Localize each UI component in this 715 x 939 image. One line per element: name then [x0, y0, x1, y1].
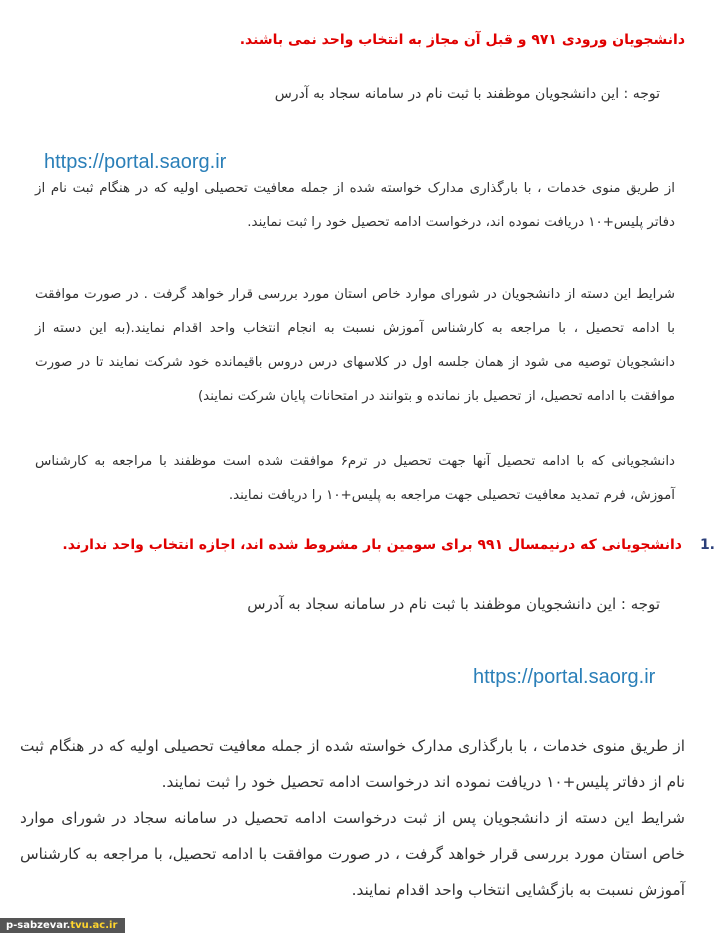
section2-paragraph-1: از طریق منوی خدمات ، با بارگذاری مدارک خواسته شده از جمله معافیت تحصیلی اولیه که در هنگام ثبت نام از دفاتر پلیس+۱۰ دریافت نموده اند درخواست ادامه تحصیل خود را ثبت نمایند. [20, 737, 685, 791]
section1-paragraph-3: دانشجویانی که با ادامه تحصیل آنها جهت تحصیل در ترم۶ موافقت شده است موظفند با مراجعه به کارشناس آموزش، فرم تمدید معافیت تحصیلی جهت مراجعه به پلیس+۱۰ را دریافت نمایند. [35, 454, 675, 503]
section2-list-number: 1. [699, 537, 715, 553]
section2-paragraph-2: شرایط این دسته از دانشجویان پس از ثبت درخواست ادامه تحصیل در سامانه سجاد در شورای موارد خاص استان مورد بررسی قرار خواهد گرفت ، در صورت موافقت با ادامه تحصیل، با مراجعه به کارشناس آموزش نسبت به بازگشایی انتخاب واحد اقدام نمایند. [20, 809, 685, 899]
section1-note: توجه : این دانشجویان موظفند با ثبت نام در سامانه سجاد به آدرس [274, 86, 660, 102]
section2-heading-row [10, 537, 715, 553]
section2-portal-link[interactable]: https://portal.saorg.ir [473, 666, 656, 688]
section2-heading: دانشجویانی که درنیمسال ۹۹۱ برای سومین بار مشروط شده اند، اجازه انتخاب واحد ندارند. [62, 537, 682, 553]
watermark-domain: tvu.ac.ir [70, 920, 118, 931]
section1-paragraph-1: از طریق منوی خدمات ، با بارگذاری مدارک خواسته شده از جمله معافیت تحصیلی اولیه که در هنگام ثبت نام از دفاتر پلیس+۱۰ دریافت نموده اند، درخواست ادامه تحصیل خود را ثبت نمایند. [35, 181, 675, 230]
watermark-prefix: p-sabzevar. [6, 920, 71, 931]
section2-note: توجه : این دانشجویان موظفند با ثبت نام در سامانه سجاد به آدرس [247, 595, 660, 613]
section1-portal-link[interactable]: https://portal.saorg.ir [44, 151, 227, 173]
section1-paragraph-2: شرایط این دسته از دانشجویان در شورای موارد خاص استان مورد بررسی قرار خواهد گرفت . در صورت موافقت با ادامه تحصیل ، با مراجعه به کارشناس آموزش نسبت به انجام انتخاب واحد اقدام نمایند.(به این دسته از دانشجویان توصیه می شود از همان جلسه اول در کلاسهای درس دروس باقیمانده خود شرکت نمایند تا در صورت موافقت با ادامه تحصیل، از تحصیل باز نمانده و بتوانند در امتحانات پایان شرکت نمایند) [35, 287, 675, 404]
section1-heading: دانشجویان ورودی ۹۷۱ و قبل آن مجاز به انتخاب واحد نمی باشند. [239, 32, 685, 48]
site-watermark-badge [0, 918, 125, 933]
